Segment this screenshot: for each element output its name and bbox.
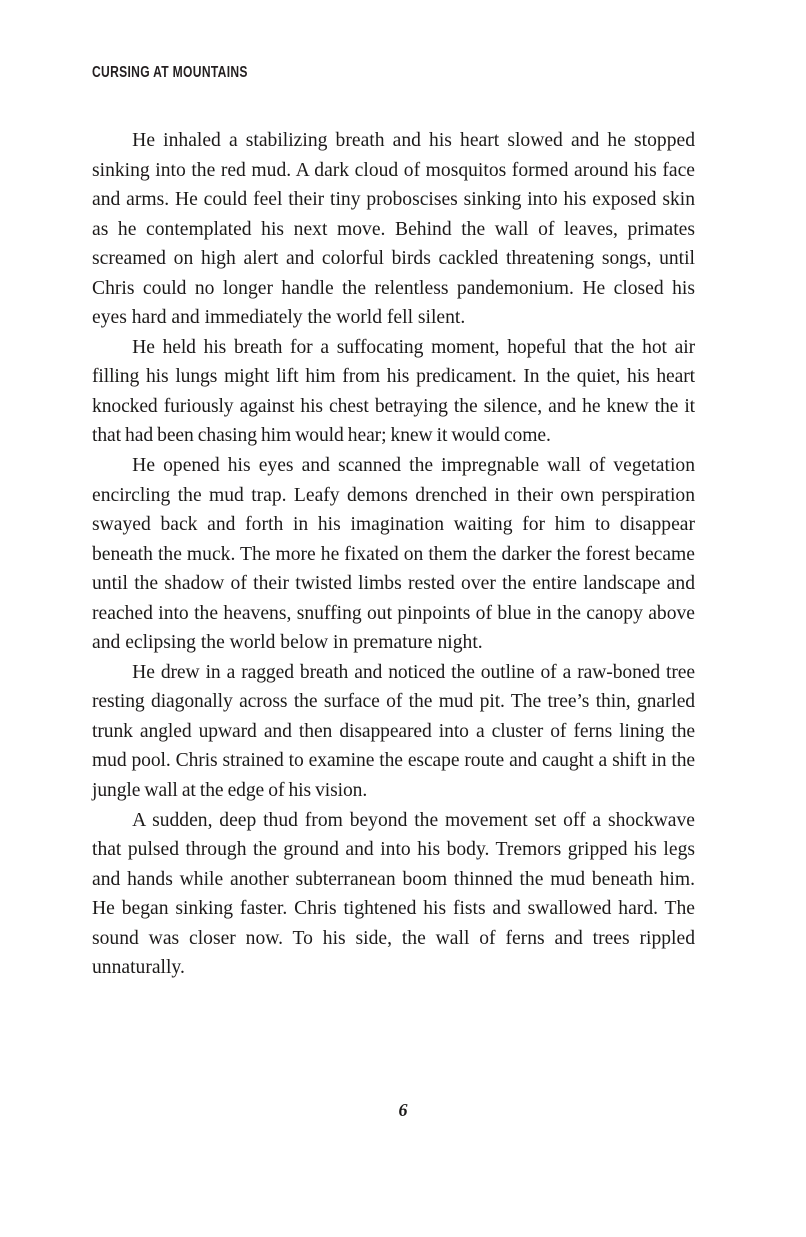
page-number: 6 xyxy=(398,1100,408,1120)
paragraph-2: He held his breath for a suffocating moment, hopeful that the hot air filling his lungs might lift him from his predicament. In the quiet, his heart knocked furiously against his chest betraying the silence, and he knew the it that had been chasing him would hear; knew it would come. xyxy=(92,336,695,447)
paragraph-3: He opened his eyes and scanned the impregnable wall of vegetation encircling the mud trap. Leafy demons drenched in their own perspiration swayed back and forth in his imagination waiting for him to disappear beneath the muck. The more he fixated on them the darker the forest became until the shadow of their twisted limbs rested over the entire landscape and reached into the heavens, snuffing out pinpoints of blue in the canopy above and eclipsing the world below in premature night. xyxy=(92,455,695,654)
paragraph-4: He drew in a ragged breath and noticed the outline of a raw-boned tree resting diagonally across the surface of the mud pit. The tree’s thin, gnarled trunk angled upward and then disappeared into a cluster of ferns lining the mud pool. Chris strained to examine the escape route and caught a shift in the jungle wall at the edge of his vision. xyxy=(92,661,695,802)
paragraph-1: He inhaled a stabilizing breath and his heart slowed and he stopped sinking into the red mud. A dark cloud of mosquitos formed around his face and arms. He could feel their tiny proboscises sinking into his exposed skin as he contemplated his next move. Behind the wall of leaves, primates screamed on high alert and colorful birds cackled threatening songs, until Chris could no longer handle the relentless pandemonium. He closed his eyes hard and immediately the world fell silent. xyxy=(92,130,695,329)
paragraph-5: A sudden, deep thud from beyond the movement set off a shockwave that pulsed through the ground and into his body. Tremors gripped his legs and hands while another subterranean boom thinned the mud beneath him. He began sinking faster. Chris tightened his fists and swallowed hard. The sound was closer now. To his side, the wall of ferns and trees rippled unnaturally. xyxy=(92,809,695,979)
body-text xyxy=(92,126,695,983)
running-head: CURSING AT MOUNTAINS xyxy=(92,64,248,81)
